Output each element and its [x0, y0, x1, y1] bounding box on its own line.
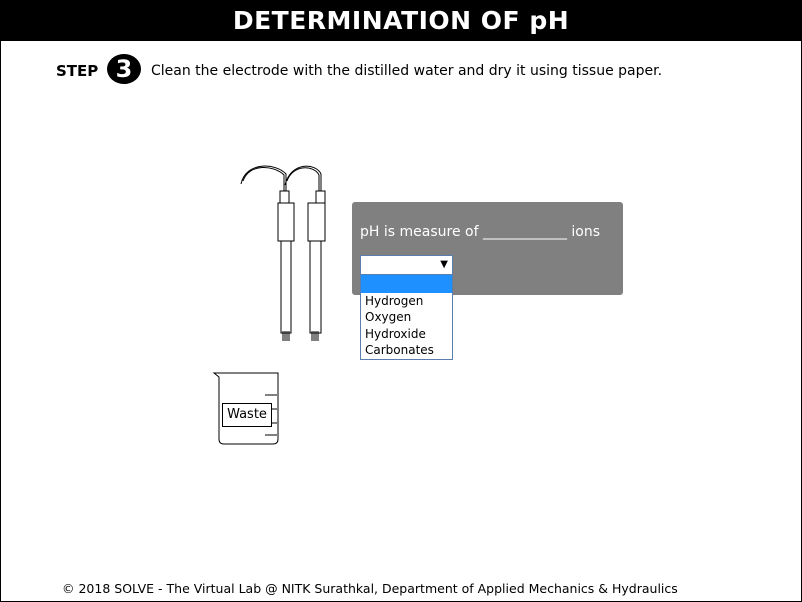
ph-electrodes-illustration[interactable] — [201, 151, 341, 351]
answer-dropdown-list[interactable] — [360, 274, 453, 360]
waste-label: Waste — [222, 403, 272, 427]
step-label: STEP — [56, 62, 99, 80]
dropdown-arrow-icon[interactable]: ▼ — [440, 259, 448, 270]
step-number-badge: 3 — [107, 54, 141, 84]
step-instruction: Clean the electrode with the distilled water and dry it using tissue paper. — [151, 63, 663, 79]
dropdown-option-hydrogen[interactable]: Hydrogen — [365, 294, 424, 308]
page-title: DETERMINATION OF pH — [1, 1, 801, 41]
dropdown-option-hydroxide[interactable]: Hydroxide — [365, 326, 426, 341]
dropdown-option-blank[interactable] — [361, 275, 452, 293]
question-text: pH is measure of ____________ ions — [360, 224, 601, 240]
answer-select[interactable] — [360, 255, 453, 275]
dropdown-option-oxygen[interactable]: Oxygen — [365, 310, 412, 325]
footer-copyright: © 2018 SOLVE - The Virtual Lab @ NITK Surathkal, Department of Applied Mechanics & Hydraulics — [62, 581, 678, 596]
dropdown-option-carbonates[interactable]: Carbonates — [365, 343, 434, 358]
